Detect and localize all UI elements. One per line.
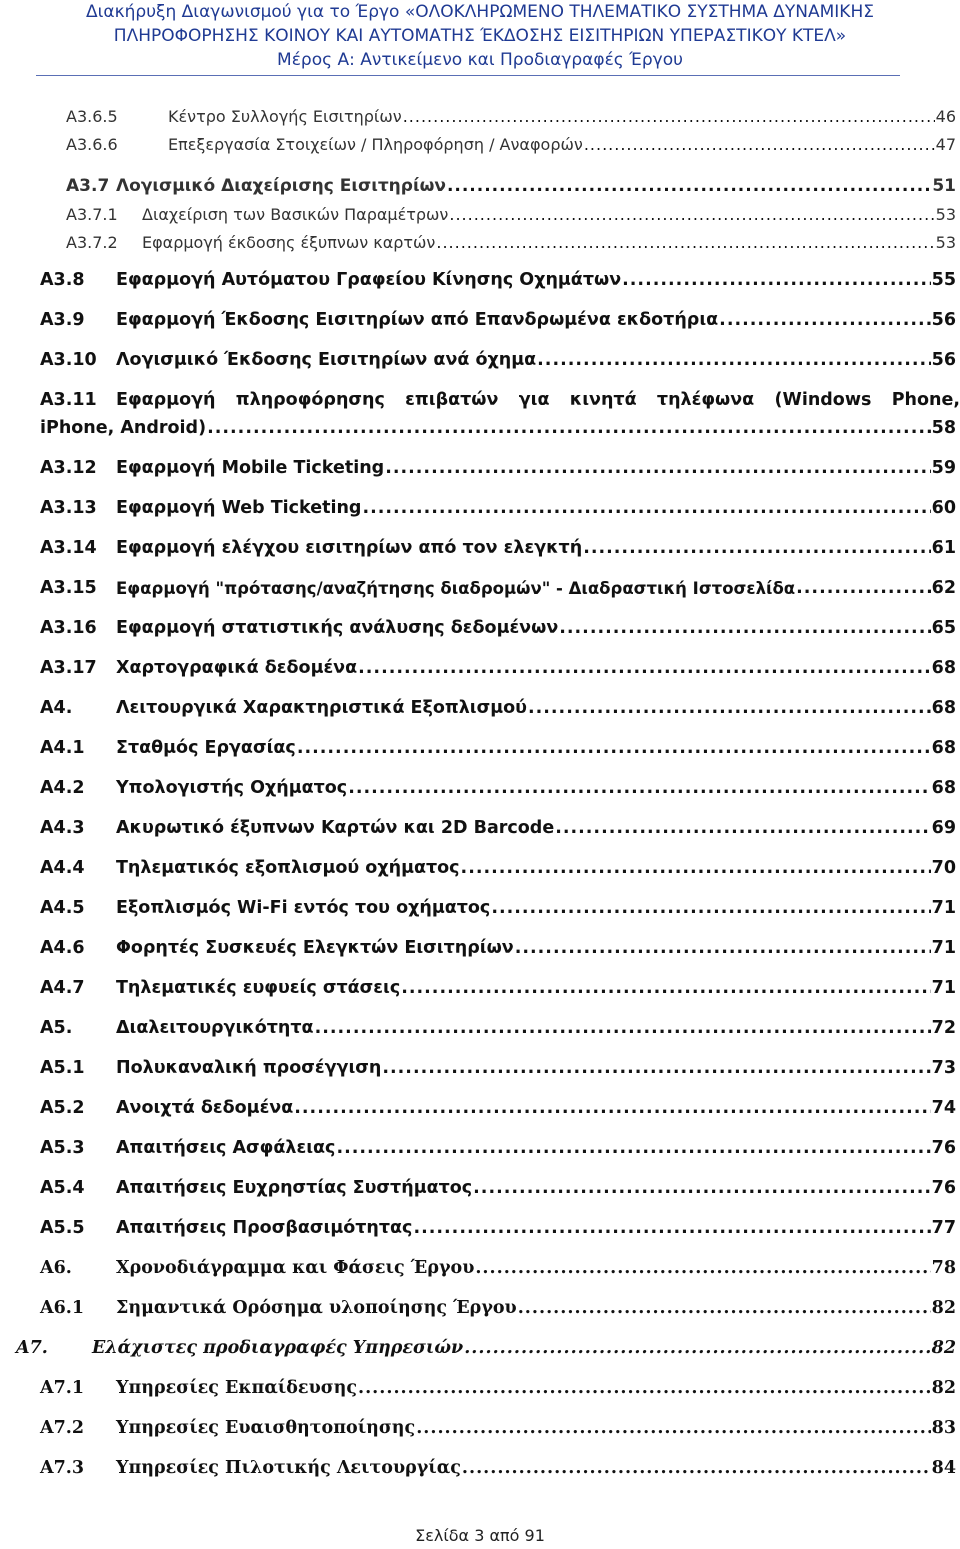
- toc-entry-title: Τηλεματικές ευφυείς στάσεις: [116, 978, 401, 998]
- toc-entry-title: Εφαρμογή πληροφόρησης επιβατών για κινητά τηλέφωνα (Windows Phone,: [116, 390, 960, 410]
- toc-entry[interactable]: [40, 1250, 956, 1278]
- toc-leader-dots: [413, 1218, 930, 1238]
- toc-entry[interactable]: [66, 224, 956, 252]
- toc-entry-title: Εφαρμογή Web Ticketing: [116, 498, 362, 518]
- toc-entry-title: Λειτουργικά Χαρακτηριστικά Εξοπλισμού: [116, 698, 527, 718]
- toc-leader-dots: [348, 778, 930, 798]
- toc-leader-dots: [583, 538, 930, 558]
- toc-entry-title: Απαιτήσεις Ασφάλειας: [116, 1138, 336, 1158]
- header-line-1: Διακήρυξη Διαγωνισμού για το Έργο «ΟΛΟΚΛΗΡΩΜΕΝΟ ΤΗΛΕΜΑΤΙΚΟ ΣΥΣΤΗΜΑ ΔΥΝΑΜΙΚΗΣ: [86, 2, 874, 22]
- page-number-footer: Σελίδα 3 από 91: [415, 1526, 545, 1545]
- toc-leader-dots: [537, 350, 930, 370]
- toc-entry-page: 83: [931, 1418, 956, 1438]
- header-line-2: ΠΛΗΡΟΦΟΡΗΣΗΣ ΚΟΙΝΟΥ ΚΑΙ ΑΥΤΟΜΑΤΗΣ ΈΚΔΟΣΗΣ ΕΙΣΙΤΗΡΙΩΝ ΥΠΕΡΑΣΤΙΚΟΥ ΚΤΕΛ»: [113, 26, 847, 46]
- toc-entry-title: Απαιτήσεις Προσβασιμότητας: [116, 1218, 413, 1238]
- toc-entry[interactable]: [40, 302, 956, 330]
- toc-entry-number: A3.8: [40, 270, 85, 290]
- toc-entry-number: A3.7.1: [66, 205, 118, 224]
- toc-entry-title: Λογισμικό Έκδοσης Εισιτηρίων ανά όχημα: [116, 350, 537, 370]
- toc-entry-number: A5.: [40, 1018, 73, 1038]
- toc-entry-number: A3.15: [40, 578, 97, 598]
- toc-entry[interactable]: [40, 1010, 956, 1038]
- toc-entry[interactable]: [40, 1450, 956, 1478]
- toc-entry-title: Σημαντικά Ορόσημα υλοποίησης Έργου: [116, 1298, 517, 1318]
- toc-entry-page: 84: [931, 1458, 956, 1478]
- toc-entry[interactable]: [40, 1370, 956, 1398]
- toc-entry-number: A5.3: [40, 1138, 85, 1158]
- toc-entry-page: 71: [931, 898, 956, 918]
- toc-entry[interactable]: [40, 650, 956, 678]
- toc-entry-number: A4.6: [40, 938, 85, 958]
- toc-entry-number: A3.14: [40, 538, 97, 558]
- toc-entry-page: 73: [931, 1058, 956, 1078]
- toc-entry-number: A7.3: [40, 1458, 85, 1478]
- toc-entry-title: Εφαρμογή Έκδοσης Εισιτηρίων από Επανδρωμένα εκδοτήρια: [116, 310, 719, 330]
- toc-leader-dots: [491, 898, 930, 918]
- toc-entry-title: Κέντρο Συλλογής Εισιτηρίων: [168, 107, 402, 126]
- toc-leader-dots: [297, 738, 931, 758]
- toc-entry-title: Υπολογιστής Οχήματος: [116, 778, 348, 798]
- toc-entry[interactable]: [40, 810, 956, 838]
- toc-entry-page: 56: [931, 350, 956, 370]
- toc-entry-number: A7.1: [40, 1378, 85, 1398]
- toc-leader-dots: [207, 418, 931, 438]
- toc-entry-title: Υπηρεσίες Ευαισθητοποίησης: [116, 1418, 416, 1438]
- toc-leader-dots: [358, 1378, 931, 1398]
- toc-entry-number: A7.2: [40, 1418, 85, 1438]
- toc-entry-page: 70: [931, 858, 956, 878]
- toc-leader-dots: [518, 1298, 931, 1318]
- toc-leader-dots: [622, 270, 931, 290]
- toc-leader-dots: [462, 1458, 931, 1478]
- toc-entry[interactable]: [40, 930, 956, 958]
- toc-entry-number: A4.1: [40, 738, 85, 758]
- toc-entry-page: 71: [931, 938, 956, 958]
- toc-entry-number: A4.2: [40, 778, 85, 798]
- toc-entry-page: 82: [931, 1298, 956, 1318]
- toc-entry-page: 65: [931, 618, 956, 638]
- toc-leader-dots: [358, 658, 931, 678]
- toc-leader-dots: [555, 818, 930, 838]
- toc-leader-dots: [796, 578, 931, 598]
- toc-entry-page: 62: [931, 578, 956, 598]
- toc-entry-number: A6.1: [40, 1298, 85, 1318]
- toc-entry-number: A3.7.2: [66, 233, 118, 252]
- toc-entry-title: Πολυκαναλική προσέγγιση: [116, 1058, 382, 1078]
- toc-entry-number: A4.5: [40, 898, 85, 918]
- toc-entry-number: A4.4: [40, 858, 85, 878]
- toc-entry[interactable]: [40, 850, 956, 878]
- toc-entry-page: 60: [931, 498, 956, 518]
- toc-entry-page: 71: [931, 978, 956, 998]
- toc-entry-title: Εφαρμογή έκδοσης έξυπνων καρτών: [142, 233, 436, 252]
- toc-entry[interactable]: [40, 1170, 956, 1198]
- toc-entry-page: 55: [931, 270, 956, 290]
- toc-entry-page: 76: [931, 1138, 956, 1158]
- toc-entry[interactable]: [40, 342, 956, 370]
- toc-entry-title: Τηλεματικός εξοπλισμού οχήματος: [116, 858, 460, 878]
- toc-leader-dots: [336, 1138, 930, 1158]
- toc-leader-dots: [515, 938, 931, 958]
- toc-entry-number: A3.6.5: [66, 107, 118, 126]
- toc-entry-title: Λογισμικό Διαχείρισης Εισιτηρίων: [116, 176, 446, 196]
- toc-entry-number: A5.1: [40, 1058, 85, 1078]
- toc-entry-page: 77: [931, 1218, 956, 1238]
- toc-entry-page: 82: [931, 1378, 956, 1398]
- toc-entry[interactable]: [66, 126, 956, 154]
- toc-leader-dots: [315, 1018, 931, 1038]
- toc-entry[interactable]: [40, 610, 956, 638]
- toc-entry-number: A3.13: [40, 498, 97, 518]
- toc-leader-dots: [461, 858, 931, 878]
- toc-entry-page: 68: [931, 778, 956, 798]
- toc-leader-dots: [385, 458, 930, 478]
- toc-entry[interactable]: [40, 530, 956, 558]
- toc-entry[interactable]: [40, 570, 956, 598]
- toc-entry[interactable]: [40, 730, 956, 758]
- toc-leader-dots: [584, 135, 935, 154]
- toc-entry-title: Εφαρμογή "πρότασης/αναζήτησης διαδρομών" - Διαδραστική Ιστοσελίδα: [116, 579, 796, 598]
- toc-entry-title: Επεξεργασία Στοιχείων / Πληροφόρηση / Αναφορών: [168, 135, 583, 154]
- toc-entry[interactable]: [40, 1290, 956, 1318]
- header-line-3: Μέρος Α: Αντικείμενο και Προδιαγραφές Έργου: [277, 50, 683, 70]
- toc-entry-title: Εφαρμογή Mobile Ticketing: [116, 458, 385, 478]
- toc-leader-dots: [449, 205, 934, 224]
- toc-entry-title: Απαιτήσεις Ευχρηστίας Συστήματος: [116, 1178, 473, 1198]
- toc-entry[interactable]: [66, 196, 956, 224]
- toc-entry-page: 76: [931, 1178, 956, 1198]
- toc-leader-dots: [294, 1098, 930, 1118]
- toc-leader-dots: [416, 1418, 930, 1438]
- toc-entry[interactable]: [40, 1210, 956, 1238]
- toc-leader-dots: [401, 978, 930, 998]
- toc-entry-title: Σταθμός Εργασίας: [116, 738, 296, 758]
- toc-entry-page: 56: [931, 310, 956, 330]
- toc-entry-number: A4.3: [40, 818, 85, 838]
- toc-entry-number: A4.7: [40, 978, 85, 998]
- toc-entry-page: 58: [931, 418, 956, 438]
- toc-entry[interactable]: [40, 1130, 956, 1158]
- toc-leader-dots: [473, 1178, 930, 1198]
- toc-entry-number: A4.: [40, 698, 73, 718]
- toc-entry[interactable]: [40, 450, 956, 478]
- toc-entry-title: Διαχείριση των Βασικών Παραμέτρων: [142, 205, 449, 224]
- toc-entry[interactable]: [40, 1090, 956, 1118]
- toc-entry-page: 69: [931, 818, 956, 838]
- toc-entry[interactable]: [40, 1050, 956, 1078]
- toc-entry-title: Εφαρμογή Αυτόματου Γραφείου Κίνησης Οχημάτων: [116, 270, 622, 290]
- toc-leader-dots: [362, 498, 930, 518]
- toc-entry-title: Χρονοδιάγραμμα και Φάσεις Έργου: [116, 1258, 475, 1278]
- toc-leader-dots: [436, 233, 934, 252]
- toc-entry-page: 47: [935, 135, 956, 154]
- toc-entry[interactable]: [40, 690, 956, 718]
- toc-entry-number: A3.10: [40, 350, 97, 370]
- toc-entry-page: 53: [935, 233, 956, 252]
- toc-entry[interactable]: [40, 890, 956, 918]
- toc-entry-title: Ακυρωτικό έξυπνων Καρτών και 2D Barcode: [116, 818, 555, 838]
- toc-entry-page: 72: [931, 1018, 956, 1038]
- toc-entry-page: 68: [931, 738, 956, 758]
- toc-entry-title: Εξοπλισμός Wi-Fi εντός του οχήματος: [116, 898, 491, 918]
- toc-entry-number: A3.12: [40, 458, 97, 478]
- toc-leader-dots: [447, 176, 931, 196]
- toc-entry-page: 74: [931, 1098, 956, 1118]
- toc-entry[interactable]: [16, 1330, 956, 1358]
- toc-entry-page: 46: [935, 107, 956, 126]
- toc-entry-number: A3.7: [66, 176, 110, 196]
- toc-entry[interactable]: [40, 382, 960, 438]
- toc-leader-dots: [528, 698, 931, 718]
- toc-entry-title: Ελάχιστες προδιαγραφές Υπηρεσιών: [92, 1338, 464, 1358]
- toc-entry-number: A7.: [16, 1338, 48, 1358]
- toc-entry[interactable]: [40, 490, 956, 518]
- toc-entry-page: 78: [931, 1258, 956, 1278]
- toc-entry-title: Εφαρμογή στατιστικής ανάλυσης δεδομένων: [116, 618, 559, 638]
- toc-leader-dots: [382, 1058, 930, 1078]
- toc-entry-page: 51: [932, 176, 956, 196]
- toc-leader-dots: [464, 1338, 930, 1358]
- toc-entry-number: A3.17: [40, 658, 97, 678]
- toc-entry-title: Χαρτογραφικά δεδομένα: [116, 658, 358, 678]
- toc-leader-dots: [719, 310, 930, 330]
- toc-entry-page: 61: [931, 538, 956, 558]
- toc-entry-title: Υπηρεσίες Εκπαίδευσης: [116, 1378, 357, 1398]
- toc-entry[interactable]: [66, 168, 956, 196]
- toc-entry[interactable]: [40, 262, 956, 290]
- toc-entry-title: Διαλειτουργικότητα: [116, 1018, 314, 1038]
- toc-entry-number: A5.2: [40, 1098, 85, 1118]
- toc-entry-number: A3.6.6: [66, 135, 118, 154]
- toc-entry-page: 59: [931, 458, 956, 478]
- toc-entry-title-continuation: iPhone, Android): [40, 418, 207, 438]
- toc-entry[interactable]: [40, 970, 956, 998]
- toc-entry-number: A3.9: [40, 310, 85, 330]
- toc-entry[interactable]: [40, 770, 956, 798]
- toc-entry-number: A5.4: [40, 1178, 85, 1198]
- toc-entry-page: 53: [935, 205, 956, 224]
- toc-entry-page: 82: [931, 1338, 956, 1358]
- toc-entry-page: 68: [931, 658, 956, 678]
- toc-entry[interactable]: [66, 98, 956, 126]
- toc-entry-title: Ανοιχτά δεδομένα: [116, 1098, 294, 1118]
- toc-leader-dots: [475, 1258, 930, 1278]
- toc-entry-title: Φορητές Συσκευές Ελεγκτών Εισιτηρίων: [116, 938, 514, 958]
- toc-entry-number: A3.11: [40, 390, 97, 410]
- toc-entry-number: A5.5: [40, 1218, 85, 1238]
- toc-entry[interactable]: [40, 1410, 956, 1438]
- toc-entry-number: A3.16: [40, 618, 97, 638]
- toc-leader-dots: [403, 107, 935, 126]
- toc-entry-title: Εφαρμογή ελέγχου εισιτηρίων από τον ελεγκτή: [116, 538, 583, 558]
- toc-entry-number: A6.: [40, 1258, 72, 1278]
- toc-entry-title: Υπηρεσίες Πιλοτικής Λειτουργίας: [116, 1458, 461, 1478]
- toc-entry-page: 68: [931, 698, 956, 718]
- toc-leader-dots: [559, 618, 930, 638]
